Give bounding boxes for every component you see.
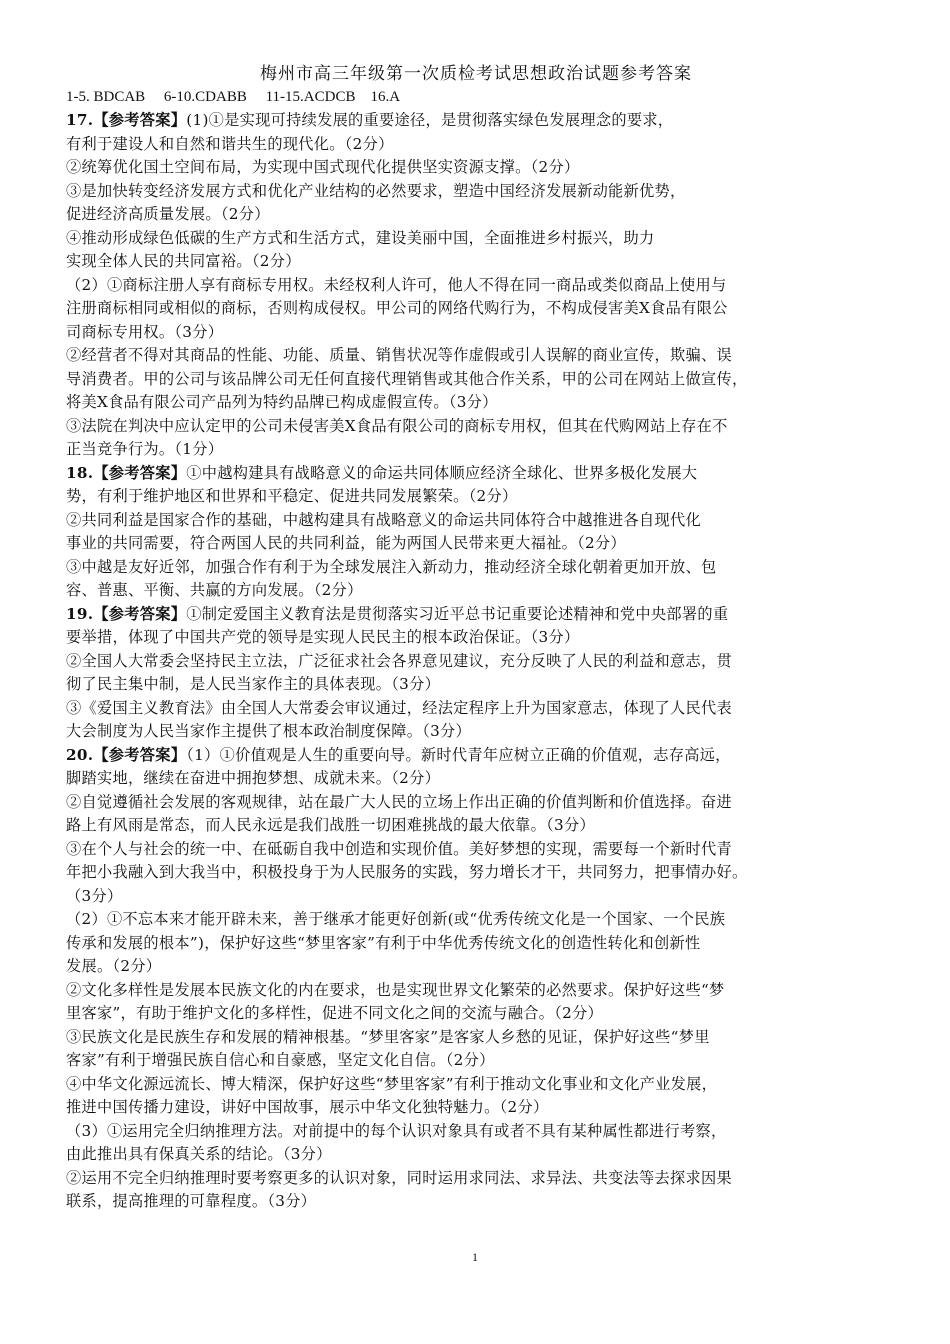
answer-line: ④推动形成绿色低碳的生产方式和生活方式，建设美丽中国，全面推进乡村振兴，助力	[66, 228, 655, 247]
page-title: 梅州市高三年级第一次质检考试思想政治试题参考答案	[260, 64, 692, 84]
answer-line: （3）①运用完全归纳推理方法。对前提中的每个认识对象具有或者不具有某种属性都进行考察，	[66, 1121, 727, 1140]
answer-line: ③民族文化是民族生存和发展的精神根基。“梦里客家”是客家人乡愁的见证，保护好这些“梦里	[66, 1027, 710, 1046]
answer-line: ②共同利益是国家合作的基础，中越构建具有战略意义的命运共同体符合中越推进各自现代化	[66, 510, 701, 529]
answer-line: 注册商标相同或相似的商标，否则构成侵权。甲公司的网络代购行为，不构成侵害美X食品有限公	[66, 299, 728, 317]
multiple-choice-answers: 1-5. BDCAB 6-10.CDABB 11-15.ACDCB 16.A	[66, 89, 401, 105]
answer-line: 大会制度为人民当家作主提供了根本政治制度保障。（3分）	[66, 722, 472, 740]
question-19	[66, 603, 886, 744]
answer-line: 要举措，体现了中国共产党的领导是实现人民民主的根本政治保证。（3分）	[66, 628, 580, 646]
answer-line: 容、普惠、平衡、共赢的方向发展。（2分）	[66, 581, 363, 599]
answer-line: 正当竞争行为。（1分）	[66, 440, 224, 458]
question-label: 19.【参考答案】	[66, 604, 187, 623]
answer-line: 18.【参考答案】①中越构建具有战略意义的命运共同体顺应经济全球化、世界多极化发展大	[66, 463, 698, 482]
answer-line: 发展。（2分）	[66, 957, 162, 975]
answer-line: 客家”有利于增强民族自信心和自豪感，坚定文化自信。（2分）	[66, 1051, 495, 1069]
answer-line: 脚踏实地，继续在奋进中拥抱梦想、成就未来。（2分）	[66, 769, 441, 787]
answer-line: 由此推出具有保真关系的结论。（3分）	[66, 1145, 332, 1163]
answer-line: 将美X食品有限公司产品列为特约品牌已构成虚假宣传。（3分）	[66, 393, 498, 411]
answer-line: 20.【参考答案】（1）①价值观是人生的重要向导。新时代青年应树立正确的价值观，志存高远，	[66, 745, 731, 764]
answer-line: 推进中国传播力建设，讲好中国故事，展示中华文化独特魅力。（2分）	[66, 1098, 549, 1116]
answer-line: ②统筹优化国土空间布局，为实现中国式现代化提供坚实资源支撑。（2分）	[66, 158, 580, 176]
answer-line: ②文化多样性是发展本民族文化的内在要求，也是实现世界文化繁荣的必然要求。保护好这些“梦	[66, 980, 725, 999]
answer-line: ④中华文化源远流长、博大精深，保护好这些“梦里客家”有利于推动文化事业和文化产业发展，	[66, 1074, 718, 1093]
answer-line: 促进经济高质量发展。（2分）	[66, 205, 270, 223]
answer-line: （3分）	[66, 886, 123, 905]
answer-line: ③在个人与社会的统一中、在砥砺自我中创造和实现价值。美好梦想的实现，需要每一个新时代青	[66, 839, 732, 858]
page-number: 1	[472, 1250, 478, 1264]
question-label: 18.【参考答案】	[66, 463, 187, 482]
answer-line: ③是加快转变经济发展方式和优化产业结构的必然要求，塑造中国经济发展新动能新优势，	[66, 181, 686, 200]
answer-line: 事业的共同需要，符合两国人民的共同利益，能为两国人民带来更大福祉。（2分）	[66, 534, 626, 552]
answer-line: ②经营者不得对其商品的性能、功能、质量、销售状况等作虚假或引人误解的商业宣传，欺骗、误	[66, 346, 732, 364]
answer-line: 传承和发展的根本”)，保护好这些“梦里客家”有利于中华优秀传统文化的创造性转化和创新性	[66, 933, 701, 952]
answer-line: 司商标专用权。（3分）	[66, 322, 224, 341]
answer-line: 实现全体人民的共同富裕。（2分）	[66, 252, 301, 270]
answer-line: 有利于建设人和自然和谐共生的现代化。（2分）	[66, 134, 394, 153]
answer-line: 联系，提高推理的可靠程度。（3分）	[66, 1192, 317, 1210]
answer-line: 17.【参考答案】(1)①是实现可持续发展的重要途径，是贯彻落实绿色发展理念的要求，	[66, 111, 674, 129]
answer-line: ③《爱国主义教育法》由全国人大常委会审议通过，经法定程序上升为国家意志，体现了人民代表	[66, 698, 732, 717]
question-label: 20.【参考答案】	[66, 745, 187, 764]
answer-line: ②自觉遵循社会发展的客观规律，站在最广大人民的立场上作出正确的价值判断和价值选择。奋进	[66, 792, 732, 811]
answer-line: 导消费者。甲的公司与该品牌公司无任何直接代理销售或其他合作关系，甲的公司在网站上做宣传，	[66, 369, 748, 388]
question-label: 17.【参考答案】	[66, 111, 187, 129]
answer-line: 路上有风雨是常态，而人民永远是我们战胜一切困难挑战的最大依靠。（3分）	[66, 816, 595, 834]
answer-line: 彻了民主集中制，是人民当家作主的具体表现。（3分）	[66, 675, 441, 693]
answer-line: （2）①不忘本来才能开辟未来，善于继承才能更好创新(或“优秀传统文化是一个国家、一个民族	[66, 910, 726, 928]
answer-line: 势，有利于维护地区和世界和平稳定、促进共同发展繁荣。（2分）	[66, 487, 518, 505]
answer-line: ②全国人大常委会坚持民主立法，广泛征求社会各界意见建议，充分反映了人民的利益和意志，贯	[66, 651, 732, 670]
answer-line: ③中越是友好近邻，加强合作有利于为全球发展注入新动力，推动经济全球化朝着更加开放、包	[66, 557, 717, 576]
answer-line: ②运用不完全归纳推理时要考察更多的认识对象，同时运用求同法、求异法、共变法等去探求因果	[66, 1168, 732, 1187]
question-20	[66, 744, 886, 1214]
answer-line: ③法院在判决中应认定甲的公司未侵害美X食品有限公司的商标专用权，但其在代购网站上存在不	[66, 416, 728, 435]
answer-line: 里客家”，有助于维护文化的多样性，促进不同文化之间的交流与融合。（2分）	[66, 1004, 604, 1022]
question-18	[66, 462, 886, 603]
answer-line: （2）①商标注册人享有商标专用权。未经权利人许可，他人不得在同一商品或类似商品上使用与	[66, 275, 727, 294]
answer-line: 年把小我融入到大我当中，积极投身于为人民服务的实践，努力增长才干，共同努力，把事情办好。	[66, 863, 748, 881]
answer-line: 19.【参考答案】①制定爱国主义教育法是贯彻落实习近平总书记重要论述精神和党中央部署的重	[66, 604, 729, 623]
question-17	[66, 109, 886, 462]
